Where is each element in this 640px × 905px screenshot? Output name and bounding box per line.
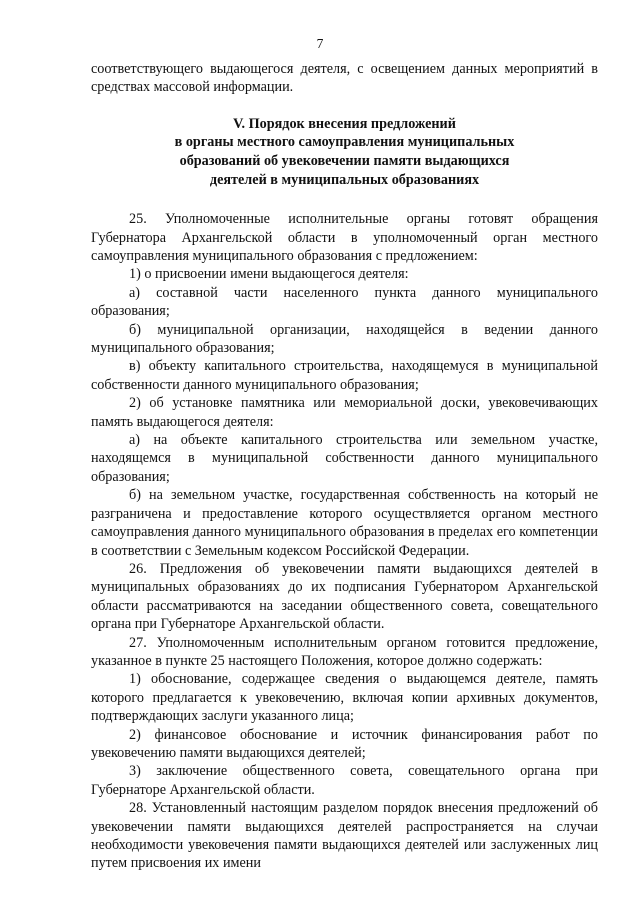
section-heading-line: деятелей в муниципальных образованиях <box>209 171 480 188</box>
list-item-25-2-b: б) на земельном участке, государственная собственность на который не разграничена и предоставление которого осуществляется органом местного самоуправления данного муниципального образования в пределах его компетенции в соответствии с Земельным кодексом Российской Федерации. <box>91 487 598 559</box>
paragraph-25: 25. Уполномоченные исполнительные органы готовят обращения Губернатора Архангельской области в уполномоченный орган местного самоуправления муниципального образования с предложением: <box>91 211 598 264</box>
list-item-25-2: 2) об установке памятника или мемориальной доски, увековечивающих память выдающегося деятеля: <box>91 395 598 430</box>
page-number: 7 <box>316 36 324 51</box>
paragraph-26: 26. Предложения об увековечении памяти выдающихся деятелей в муниципальных образованиях до их подписания Губернатором Архангельской области рассматриваются на заседании общественного совета, совещательного органа при Губернаторе Архангельской области. <box>91 560 598 633</box>
list-item-27-2: 2) финансовое обоснование и источник финансирования работ по увековечению памяти выдающихся деятелей; <box>91 726 598 761</box>
section-heading-line: V. Порядок внесения предложений <box>233 115 456 132</box>
intro-paragraph: соответствующего выдающегося деятеля, с освещением данных мероприятий в средствах массовой информации. <box>91 61 598 96</box>
list-item-25-2-a: а) на объекте капитального строительства или земельном участке, находящемся в муниципальной собственности данного муниципального образования; <box>91 432 598 485</box>
section-heading <box>91 115 598 189</box>
section-heading-line: в органы местного самоуправления муниципальных <box>174 134 515 151</box>
list-item-25-1-a: а) составной части населенного пункта данного муниципального образования; <box>91 284 598 320</box>
paragraph-28: 28. Установленный настоящим разделом порядок внесения предложений об увековечении памяти выдающихся деятелей распространяется на случаи необходимости увековечения памяти выдающихся деятелей или заслуженных лиц путем присвоения их имени <box>91 800 598 872</box>
section-heading-line: образований об увековечении памяти выдающихся <box>179 153 510 169</box>
paragraph-27: 27. Уполномоченным исполнительным органом готовится предложение, указанное в пункте 25 настоящего Положения, которое должно содержать: <box>91 634 598 669</box>
list-item-25-1: 1) о присвоении имени выдающегося деятеля: <box>129 266 409 283</box>
list-item-25-1-c: в) объекту капитального строительства, находящемуся в муниципальной собственности данного муниципального образования; <box>91 358 598 393</box>
list-item-27-3: 3) заключение общественного совета, совещательного органа при Губернаторе Архангельской области. <box>91 763 598 798</box>
list-item-25-1-b: б) муниципальной организации, находящейся в ведении данного муниципального образования; <box>91 321 598 357</box>
document-body <box>91 60 598 873</box>
list-item-27-1: 1) обоснование, содержащее сведения о выдающемся деятеле, память которого предлагается к увековечению, включая копии архивных документов, подтверждающих заслуги указанного лица; <box>91 671 598 725</box>
